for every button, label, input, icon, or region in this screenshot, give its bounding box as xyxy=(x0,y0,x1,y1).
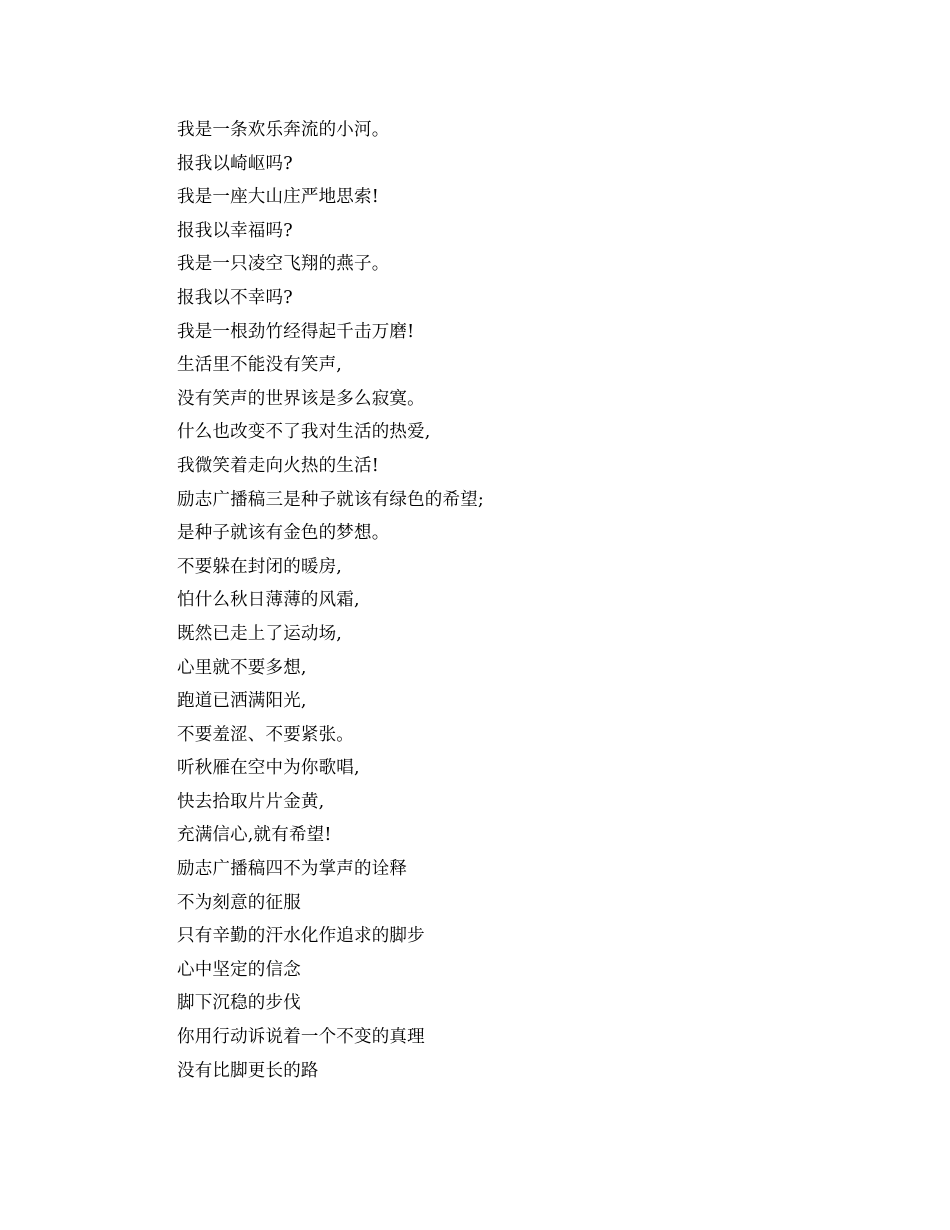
text-line: 只有辛勤的汗水化作追求的脚步 xyxy=(177,926,425,947)
text-line: 心中坚定的信念 xyxy=(177,959,301,980)
text-line: 没有笑声的世界该是多么寂寞。 xyxy=(177,388,425,409)
text-line: 我是一根劲竹经得起千击万磨! xyxy=(177,321,415,342)
text-line: 励志广播稿四不为掌声的诠释 xyxy=(177,859,408,880)
text-line: 脚下沉稳的步伐 xyxy=(177,993,301,1014)
text-line: 听秋雁在空中为你歌唱, xyxy=(177,758,360,779)
text-line: 我微笑着走向火热的生活! xyxy=(177,455,379,476)
text-line: 报我以幸福吗? xyxy=(177,220,293,241)
text-line: 励志广播稿三是种子就该有绿色的希望; xyxy=(177,489,484,510)
text-line: 是种子就该有金色的梦想。 xyxy=(177,523,390,544)
text-line: 既然已走上了运动场, xyxy=(177,623,343,644)
text-line: 报我以崎岖吗? xyxy=(177,153,293,174)
text-line: 你用行动诉说着一个不变的真理 xyxy=(177,1027,425,1048)
text-line: 心里就不要多想, xyxy=(177,657,307,678)
document-body xyxy=(177,114,877,1088)
text-line: 我是一条欢乐奔流的小河。 xyxy=(177,120,390,140)
text-line: 什么也改变不了我对生活的热爱, xyxy=(177,422,431,443)
text-line: 没有比脚更长的路 xyxy=(177,1060,319,1081)
text-line: 我是一座大山庄严地思索! xyxy=(177,187,379,208)
text-line: 充满信心,就有希望! xyxy=(177,825,332,846)
text-line: 快去拾取片片金黄, xyxy=(177,791,325,812)
text-line: 不要躲在封闭的暖房, xyxy=(177,556,343,577)
text-line: 不要羞涩、不要紧张。 xyxy=(177,724,354,745)
text-line: 我是一只凌空飞翔的燕子。 xyxy=(177,254,390,275)
text-line: 怕什么秋日薄薄的风霜, xyxy=(177,590,360,611)
text-line: 报我以不幸吗? xyxy=(177,287,293,308)
text-line: 不为刻意的征服 xyxy=(177,892,301,913)
text-line: 生活里不能没有笑声, xyxy=(177,355,343,376)
text-line: 跑道已洒满阳光, xyxy=(177,691,307,712)
